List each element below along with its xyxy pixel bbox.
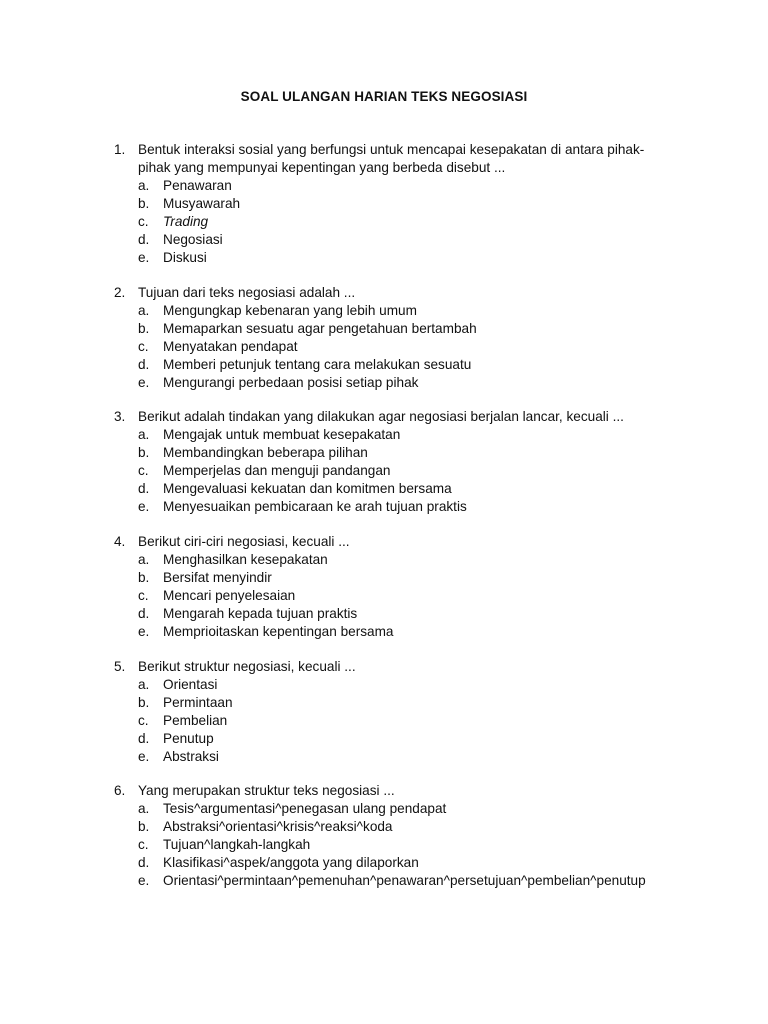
option-d [138, 231, 674, 249]
option-c [138, 836, 674, 854]
option-a [138, 800, 674, 818]
option-a [138, 676, 674, 694]
option-list [114, 800, 674, 890]
option-letter: c. [138, 713, 149, 728]
option-d [138, 356, 674, 374]
question-2 [114, 284, 674, 392]
option-text: Memaparkan sesuatu agar pengetahuan bertambah [163, 321, 477, 336]
option-c [138, 338, 674, 356]
option-c [138, 587, 674, 605]
option-letter: e. [138, 749, 150, 764]
question-number: 3. [114, 409, 126, 424]
option-list [114, 551, 674, 641]
option-e [138, 374, 674, 392]
option-letter: a. [138, 552, 150, 567]
option-letter: a. [138, 677, 150, 692]
option-text: Mengungkap kebenaran yang lebih umum [163, 303, 417, 318]
option-text: Membandingkan beberapa pilihan [163, 445, 368, 460]
option-b [138, 320, 674, 338]
option-b [138, 818, 674, 836]
question-stem [114, 141, 674, 177]
option-text: Diskusi [163, 250, 207, 265]
option-d [138, 480, 674, 498]
option-c [138, 712, 674, 730]
option-list [114, 676, 674, 766]
option-a [138, 302, 674, 320]
option-letter: d. [138, 731, 150, 746]
question-3 [114, 408, 674, 516]
option-text: Klasifikasi^aspek/anggota yang dilaporkan [163, 855, 419, 870]
option-b [138, 694, 674, 712]
option-text: Bersifat menyindir [163, 570, 272, 585]
option-letter: e. [138, 624, 150, 639]
question-text: Yang merupakan struktur teks negosiasi ... [138, 783, 395, 798]
option-b [138, 569, 674, 587]
option-text: Memperjelas dan menguji pandangan [163, 463, 391, 478]
option-text: Mengajak untuk membuat kesepakatan [163, 427, 401, 442]
question-1 [114, 141, 674, 267]
question-number: 4. [114, 534, 126, 549]
option-e [138, 872, 674, 890]
option-letter: e. [138, 873, 150, 888]
question-4 [114, 533, 674, 641]
option-letter: c. [138, 837, 149, 852]
option-letter: c. [138, 588, 149, 603]
option-e [138, 249, 674, 267]
option-text: Memberi petunjuk tentang cara melakukan sesuatu [163, 357, 472, 372]
option-list [114, 302, 674, 392]
option-letter: a. [138, 801, 150, 816]
question-text: Berikut adalah tindakan yang dilakukan agar negosiasi berjalan lancar, kecuali ... [138, 409, 624, 424]
option-text: Abstraksi [163, 749, 219, 764]
option-c [138, 462, 674, 480]
option-text: Tujuan^langkah-langkah [163, 837, 311, 852]
option-letter: b. [138, 196, 150, 211]
option-b [138, 444, 674, 462]
option-d [138, 854, 674, 872]
option-text: Mengevaluasi kekuatan dan komitmen bersama [163, 481, 452, 496]
option-text: Mencari penyelesaian [163, 588, 296, 603]
option-letter: a. [138, 303, 150, 318]
option-text: Memprioitaskan kepentingan bersama [163, 624, 394, 639]
option-c [138, 213, 674, 231]
option-letter: d. [138, 481, 150, 496]
option-text: Penutup [163, 731, 214, 746]
option-b [138, 195, 674, 213]
option-d [138, 605, 674, 623]
option-letter: d. [138, 855, 150, 870]
question-stem [114, 408, 674, 426]
option-text: Musyawarah [163, 196, 241, 211]
option-text: Mengurangi perbedaan posisi setiap pihak [163, 375, 419, 390]
option-letter: c. [138, 339, 149, 354]
question-number: 5. [114, 659, 126, 674]
question-number: 2. [114, 285, 126, 300]
option-letter: e. [138, 375, 150, 390]
option-letter: e. [138, 499, 150, 514]
option-letter: a. [138, 427, 150, 442]
option-letter: d. [138, 232, 150, 247]
option-letter: d. [138, 357, 150, 372]
option-e [138, 498, 674, 516]
question-stem [114, 658, 674, 676]
question-text: Bentuk interaksi sosial yang berfungsi untuk mencapai kesepakatan di antara pihak-pihak yang mempunyai kepentingan yang berbeda disebut ... [138, 142, 645, 175]
option-e [138, 748, 674, 766]
option-a [138, 551, 674, 569]
option-list [114, 426, 674, 516]
option-letter: b. [138, 695, 150, 710]
option-letter: a. [138, 178, 150, 193]
option-a [138, 177, 674, 195]
option-letter: b. [138, 570, 150, 585]
question-number: 1. [114, 142, 126, 157]
option-letter: d. [138, 606, 150, 621]
option-text: Menyatakan pendapat [163, 339, 298, 354]
option-text: Permintaan [163, 695, 233, 710]
question-stem [114, 284, 674, 302]
option-text: Menghasilkan kesepakatan [163, 552, 328, 567]
option-text: Orientasi^permintaan^pemenuhan^penawaran^persetujuan^pembelian^penutup [163, 873, 646, 888]
option-letter: b. [138, 321, 150, 336]
question-text: Tujuan dari teks negosiasi adalah ... [138, 285, 356, 300]
option-text: Orientasi [163, 677, 218, 692]
option-text: Pembelian [163, 713, 228, 728]
question-text: Berikut struktur negosiasi, kecuali ... [138, 659, 356, 674]
option-text: Tesis^argumentasi^penegasan ulang pendapat [163, 801, 447, 816]
option-text: Menyesuaikan pembicaraan ke arah tujuan praktis [163, 499, 467, 514]
option-letter: b. [138, 445, 150, 460]
question-6 [114, 782, 674, 890]
option-letter: c. [138, 463, 149, 478]
option-d [138, 730, 674, 748]
option-e [138, 623, 674, 641]
question-stem [114, 533, 674, 551]
option-list [114, 177, 674, 267]
question-5 [114, 658, 674, 766]
option-text: Mengarah kepada tujuan praktis [163, 606, 358, 621]
question-text: Berikut ciri-ciri negosiasi, kecuali ... [138, 534, 350, 549]
option-letter: c. [138, 214, 149, 229]
option-text: Penawaran [163, 178, 232, 193]
option-a [138, 426, 674, 444]
question-stem [114, 782, 674, 800]
option-letter: b. [138, 819, 150, 834]
option-text: Negosiasi [163, 232, 223, 247]
option-letter: e. [138, 250, 150, 265]
question-number: 6. [114, 783, 126, 798]
option-text: Trading [163, 214, 209, 229]
document-title: SOAL ULANGAN HARIAN TEKS NEGOSIASI [240, 89, 528, 104]
option-text: Abstraksi^orientasi^krisis^reaksi^koda [163, 819, 393, 834]
